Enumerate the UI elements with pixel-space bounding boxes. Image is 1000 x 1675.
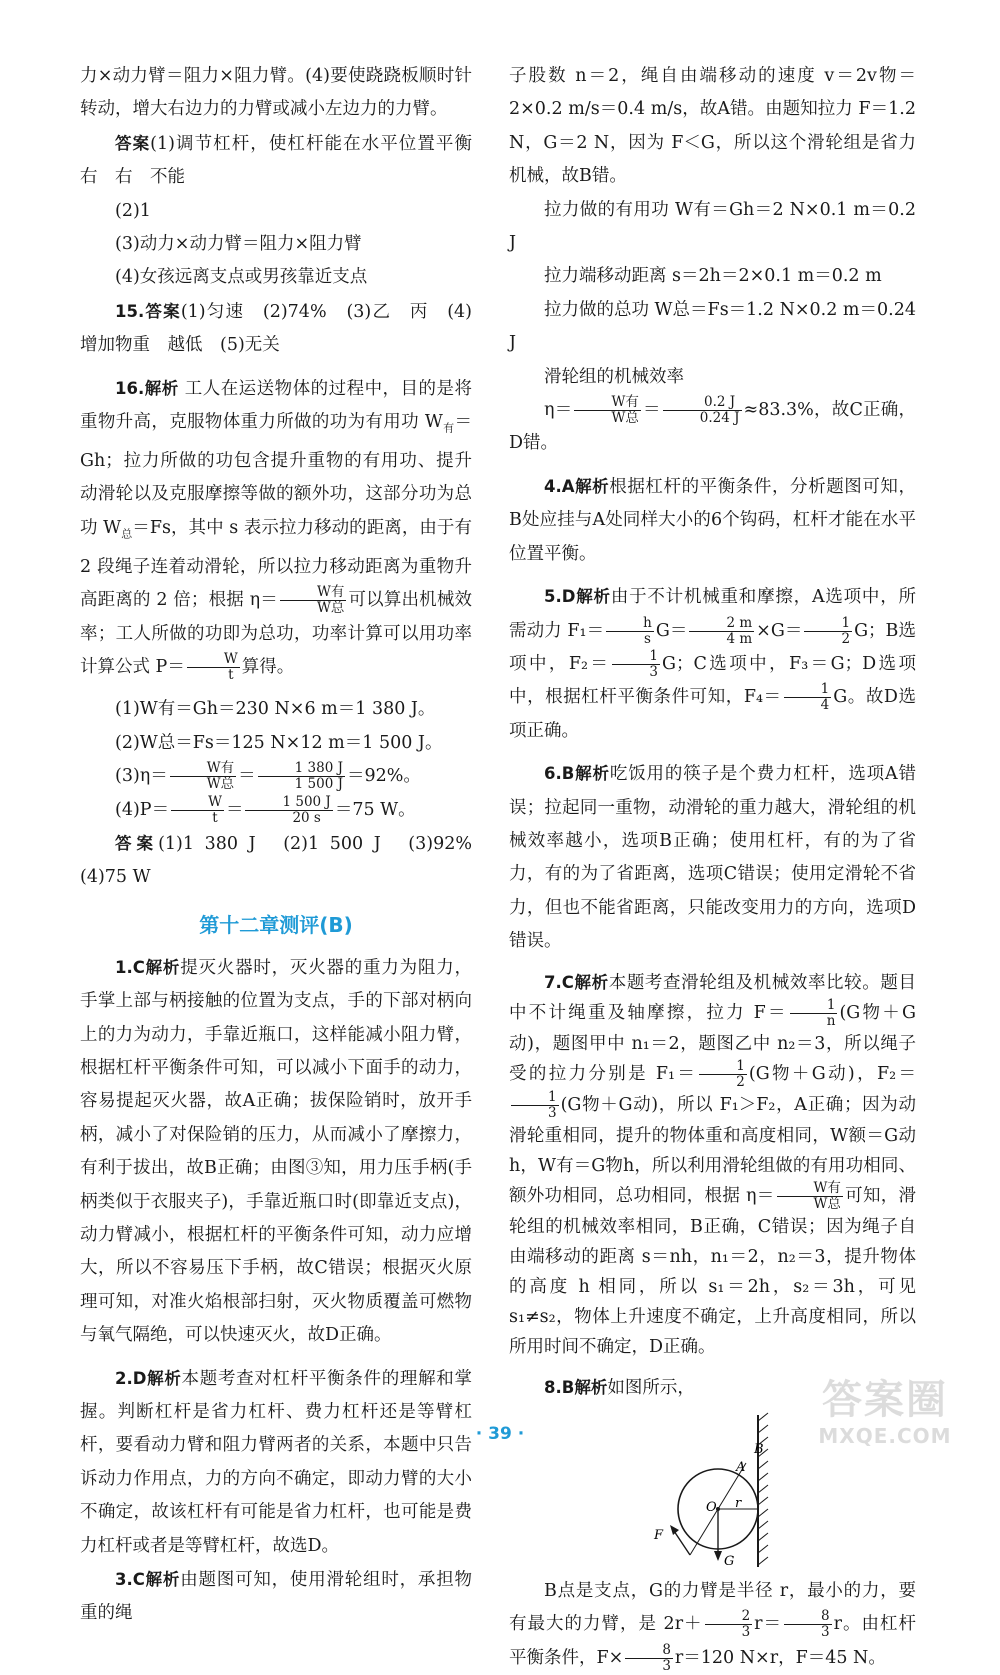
paragraph: 子股数 n＝2，绳自由端移动的速度 v＝2v物＝2×0.2 m/s＝0.4 m/s，故A错。由题知拉力 F＝1.2 N，G＝2 N，因为 F＜G，所以这个滑轮组是省力机械，故B错。 <box>509 66 916 187</box>
chapter-title: 第十二章测评(B) <box>199 912 353 937</box>
fraction: $\frac{1}{4}$ <box>784 682 832 713</box>
question-16: 16.解析 工人在运送物体的过程中，目的是将重物升高，克服物体重力所做的功为有用功 $W_有=Gh$；拉力所做的功包含提升重物的有用功、提升动滑轮以及克服摩擦等做的额外功，这部分功为总功 $W_总=Fs$，其中 s 表示拉力移动的距离，由于有 2 段绳子连着动滑轮，所以拉力移动距离为重物升高距离的 2 倍；根据 η＝ $\frac{\text{W有}}{\text{W总}}$ 可以算出机械效率；工人所做的功即为总功，功率计算可以用功率计算公式 P＝ $\frac{W}{t}$ 算得。 <box>80 378 472 683</box>
label-r: r <box>734 1495 741 1511</box>
question-3: 3.C解析由题图可知，使用滑轮组时，承担物重的绳 <box>80 1570 473 1624</box>
question-number: 4.A <box>544 476 575 496</box>
answer-line: (4)女孩远离支点或男孩靠近支点 <box>115 267 368 288</box>
question-8: 8.B解析如图所示， <box>544 1377 695 1398</box>
calc-line: 拉力端移动距离 s＝2h＝2×0.1 m＝0.2 m <box>544 266 882 287</box>
analysis-label: 解析 <box>144 378 179 398</box>
fraction: $\frac{\text{W有}}{\text{W总}}$ <box>574 395 640 426</box>
fraction: $\frac{8}{3}$ <box>784 1609 832 1640</box>
fraction: $\frac{1 380 J}{1 500 J}$ <box>258 761 345 792</box>
fraction: $\frac{\text{W有}}{\text{W总}}$ <box>170 761 236 792</box>
calc-line: (2)W总＝Fs＝125 N×12 m＝1 500 J。 <box>115 732 443 753</box>
analysis-label: 解析 <box>574 476 610 496</box>
fraction: $\frac{0.2 J}{0.24 J}$ <box>663 395 742 426</box>
question-number: 2.D <box>115 1368 147 1388</box>
question-5: 5.D解析由于不计机械重和摩擦，A选项中，所需动力 F₁＝ $\frac{h}{s}$ G＝ $\frac{2 m}{4 m}$ ×G＝ $\frac{1}{2}$ G；B选项中，F₂＝ $\frac{1}{3}$ G；C选项中，F₃＝G；D选项中，根据杠杆平衡条件可知，F₄＝ $\frac{1}{4}$ G。故D选项正确。 <box>509 587 917 741</box>
question-number: 15. <box>115 301 145 321</box>
label-A: A <box>735 1459 745 1475</box>
fraction: $\frac{W}{t}$ <box>187 652 240 683</box>
fraction: $\frac{1}{3}$ <box>612 649 660 680</box>
question-number: 5.D <box>544 587 576 607</box>
calc-line: 拉力做的总功 W总＝Fs＝1.2 N×0.2 m＝0.24 J <box>509 299 916 354</box>
label-O: O <box>705 1499 717 1515</box>
label-G: G <box>723 1553 734 1569</box>
analysis-label: 解析 <box>144 957 181 977</box>
question-15: 15.答案(1)匀速 (2)74% (3)乙 丙 (4)增加物重 越低 (5)无关 <box>80 301 473 356</box>
calc-line: 滑轮组的机械效率 <box>544 366 684 387</box>
left-column <box>80 60 490 1631</box>
paragraph: 力×动力臂＝阻力×阻力臂。(4)要使跷跷板顺时针转动，增大右边力的力臂或减小左边力的力臂。 <box>80 66 472 120</box>
question-4: 4.A解析根据杠杆的平衡条件，分析题图可知，B处应挂与A处同样大小的6个钩码，杠杆才能在水平位置平衡。 <box>509 476 917 564</box>
page-number: · 39 · <box>475 1424 525 1444</box>
calc-line: (1)W有＝Gh＝230 N×6 m＝1 380 J。 <box>115 699 436 720</box>
question-number: 3.C <box>115 1570 145 1590</box>
analysis-label: 解析 <box>574 764 610 784</box>
fraction: $\frac{1}{3}$ <box>511 1090 559 1121</box>
label-B: B <box>753 1441 764 1457</box>
fraction: $\frac{2 m}{4 m}$ <box>689 616 754 647</box>
question-number: 1.C <box>115 957 145 977</box>
fraction: $\frac{2}{3}$ <box>705 1609 753 1640</box>
fraction: $\frac{1}{2}$ <box>804 616 852 647</box>
analysis-label: 解析 <box>575 587 611 607</box>
fraction: $\frac{\text{W有}}{\text{W总}}$ <box>777 1181 843 1212</box>
question-number: 7.C <box>544 972 574 992</box>
answer-14: 答案(1)调节杠杆，使杠杆能在水平位置平衡 右 右 不能 <box>80 133 490 188</box>
calc-line: 拉力做的有用功 W有＝Gh＝2 N×0.1 m＝0.2 J <box>509 199 916 254</box>
fraction: $\frac{8}{3}$ <box>625 1643 673 1674</box>
watermark-logo: 答案圈 MXQE.COM <box>818 1377 952 1448</box>
label-F: F <box>653 1527 663 1543</box>
analysis-label: 解析 <box>573 972 609 992</box>
calc-line: η＝ $\frac{\text{W有}}{\text{W总}}$ ＝ $\frac{0.2 J}{0.24 J}$ ≈83.3%，故C正确，D错。 <box>509 394 916 454</box>
question-2: 2.D解析本题考查对杠杆平衡条件的理解和掌握。判断杠杆是省力杠杆、费力杠杆还是等臂杠杆，要看动力臂和阻力臂两者的关系，本题中只告诉动力作用点，力的方向不确定，即动力臂的大小不确定，故该杠杆有可能是省力杠杆，也可能是费力杠杆或者是等臂杠杆，故选D。 <box>80 1368 473 1556</box>
fraction: $\frac{h}{s}$ <box>606 616 654 647</box>
calc-line: (3)η＝ $\frac{\text{W有}}{\text{W总}}$ ＝ $\frac{1 380 J}{1 500 J}$ ＝92%。 <box>115 760 421 793</box>
analysis-label: 解析 <box>574 1377 608 1397</box>
answer-label: 答案 <box>115 833 159 853</box>
question-number: 6.B <box>544 764 575 784</box>
question-1: 1.C解析提灭火器时，灭火器的重力为阻力，手掌上部与柄接触的位置为支点，手的下部对柄向上的力为动力，手靠近瓶口，这样能减小阻力臂，根据杠杆平衡条件可知，可以减小下面手的动力，容易提起灭火器，故A正确；拔保险销时，放开手柄，减小了对保险销的压力，从而减小了摩擦力，有利于拔出，故B正确；由图③知，用力压手柄(手柄类似于衣服夹子)，手靠近瓶口时(即靠近支点)，动力臂减小，根据杠杆的平衡条件可知，动力应增大，所以不容易压下手柄，故C错误；根据灭火原理可知，对准火焰根部扫射，灭火物质覆盖可燃物与氧气隔绝，可以快速灭火，故D正确。 <box>80 957 473 1346</box>
paragraph: B点是支点，G的力臂是半径 r，最小的力，要有最大的力臂，是 2r＋ $\frac{2}{3}$ r＝ $\frac{8}{3}$ r。由杠杆平衡条件，F× $\frac{8}{3}$ r＝120 N×r，F＝45 N。 <box>509 1580 916 1674</box>
fraction: $\frac{1}{n}$ <box>790 998 838 1029</box>
fraction: $\frac{\text{W有}}{\text{W总}}$ <box>280 585 346 616</box>
calc-line: (4)P＝ $\frac{W}{t}$ ＝ $\frac{1 500 J}{20 s}$ ＝75 W。 <box>115 793 416 826</box>
analysis-label: 解析 <box>146 1368 182 1388</box>
fraction: $\frac{1 500 J}{20 s}$ <box>245 795 332 826</box>
answer-16: 答案(1)1 380 J (2)1 500 J (3)92% (4)75 W <box>80 833 490 888</box>
question-7: 7.C解析本题考查滑轮组及机械效率比较。题目中不计绳重及轴摩擦，拉力 F＝ $\frac{1}{n}$ (G物＋G动)，题图甲中 n₁＝2，题图乙中 n₂＝3，所以绳子受的拉力分别是 F₁＝ $\frac{1}{2}$ (G物＋G动)，F₂＝ $\frac{1}{3}$ (G物＋G动)，所以 F₁＞F₂，A正确；因为动滑轮重相同，提升的物体重和高度相同，W额＝G动h，W有＝G物h，所以利用滑轮组做的有用功相同、额外功相同，总功相同，根据 η＝ $\frac{\text{W有}}{\text{W总}}$ 可知，滑轮组的机械效率相同，B正确，C错误；因为绳子自由端移动的距离 s＝nh，n₁＝2，n₂＝3，提升物体的高度 h 相同，所以 s₁＝2h，s₂＝3h，可见 s₁≠s₂，物体上升速度不确定，上升高度相同，所以所用时间不确定，D正确。 <box>509 972 917 1357</box>
question-number: 16. <box>115 378 145 398</box>
answer-label: 答案 <box>144 301 181 321</box>
fraction: $\frac{1}{2}$ <box>699 1059 747 1090</box>
answer-label: 答案 <box>115 133 151 153</box>
answer-line: (3)动力×动力臂＝阻力×阻力臂 <box>115 234 362 255</box>
analysis-label: 解析 <box>144 1570 181 1590</box>
answer-line: (2)1 <box>115 200 151 221</box>
fraction: $\frac{W}{t}$ <box>171 795 224 826</box>
question-6: 6.B解析吃饭用的筷子是个费力杠杆，选项A错误；拉起同一重物，动滑轮的重力越大，滑轮组的机械效率越小，选项B正确；使用杠杆，有的为了省力，有的为了省距离，选项C错误；使用定滑轮不省力，但也不能省距离，只能改变用力的方向，选项D错误。 <box>509 764 916 952</box>
question-number: 8.B <box>544 1377 575 1397</box>
